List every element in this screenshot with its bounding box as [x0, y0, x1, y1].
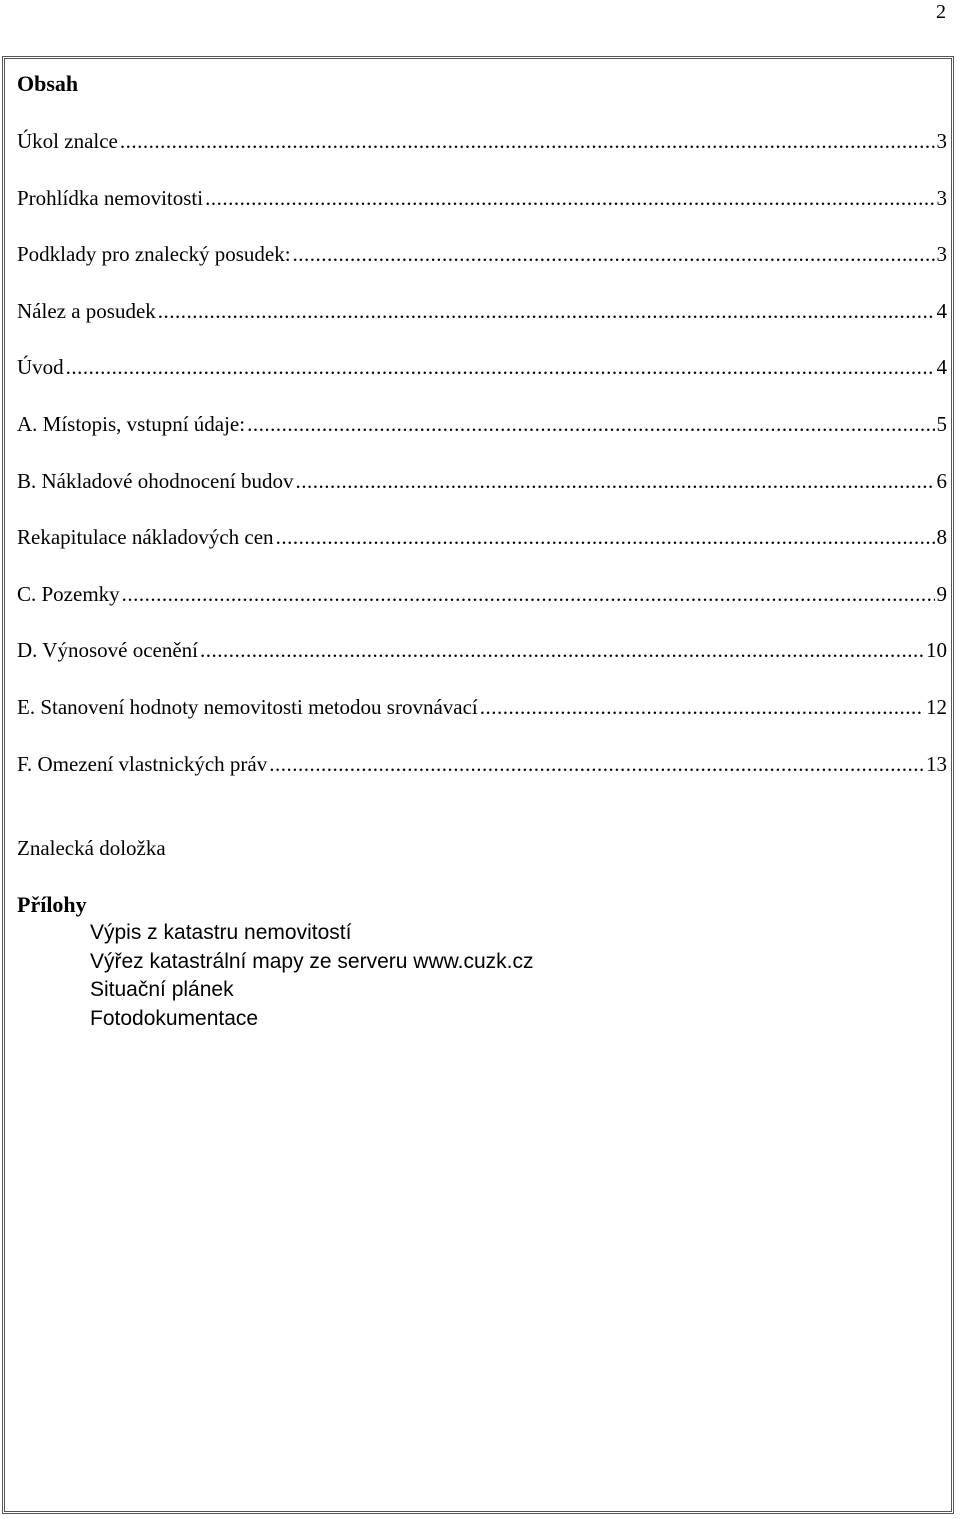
toc-entry-stanoveni-hodnoty[interactable] — [17, 693, 947, 750]
toc-entry-page: 3 — [936, 129, 947, 153]
toc-entry-pozemky[interactable] — [17, 580, 947, 637]
expert-clause: Znalecká doložka — [17, 836, 166, 860]
toc-entry-page: 4 — [936, 298, 947, 323]
toc-entry-label: Úvod — [17, 355, 64, 380]
toc-entry-podklady[interactable] — [17, 240, 947, 297]
toc-entry-page: 12 — [926, 694, 947, 719]
toc-entry-page: 8 — [936, 525, 947, 550]
attachments-heading: Přílohy — [17, 892, 87, 917]
toc-entry-label: B. Nákladové ohodnocení budov — [17, 468, 294, 493]
toc-entry-page: 9 — [936, 581, 947, 606]
toc-dot-leader — [120, 127, 935, 155]
page-number: 2 — [936, 1, 946, 23]
toc-entry-label: D. Výnosové ocenění — [17, 638, 198, 663]
toc-dot-leader — [293, 240, 935, 268]
toc-entry-prohlidka[interactable] — [17, 184, 947, 241]
toc-entry-page: 6 — [936, 468, 947, 493]
toc-entry-label: A. Místopis, vstupní údaje: — [17, 411, 246, 436]
toc-entry-page: 3 — [936, 242, 947, 267]
toc-entry-nakladove-ohodnoceni[interactable] — [17, 467, 947, 524]
toc-entry-label: Nález a posudek — [17, 298, 156, 323]
toc-entry-mistopis[interactable] — [17, 410, 947, 467]
attachments-list — [90, 919, 533, 1033]
toc-dot-leader — [158, 297, 935, 325]
toc-dot-leader — [480, 693, 924, 721]
attachment-item: Výpis z katastru nemovitostí — [90, 921, 352, 944]
toc-dot-leader — [66, 353, 935, 381]
toc-list — [17, 127, 947, 806]
toc-entry-rekapitulace[interactable] — [17, 523, 947, 580]
toc-entry-ukol-znalce[interactable] — [17, 127, 947, 184]
toc-entry-page: 10 — [926, 638, 947, 663]
toc-dot-leader — [247, 410, 934, 438]
toc-dot-leader — [276, 523, 935, 551]
toc-entry-vynosove-oceneni[interactable] — [17, 636, 947, 693]
toc-entry-label: Prohlídka nemovitosti — [17, 185, 204, 210]
toc-entry-omezeni-prav[interactable] — [17, 750, 947, 807]
toc-dot-leader — [269, 750, 924, 778]
attachment-item: Výřez katastrální mapy ze serveru www.cuzk.cz — [90, 949, 534, 973]
toc-entry-page: 3 — [936, 185, 947, 210]
toc-entry-page: 4 — [936, 355, 947, 380]
toc-dot-leader — [200, 636, 924, 664]
toc-entry-page: 13 — [926, 751, 947, 776]
toc-dot-leader — [122, 580, 935, 608]
toc-entry-label: C. Pozemky — [17, 581, 120, 606]
toc-entry-page: 5 — [936, 411, 947, 436]
toc-entry-label: E. Stanovení hodnoty nemovitosti metodou srovnávací — [17, 694, 478, 719]
toc-entry-label: Rekapitulace nákladových cen — [17, 525, 274, 550]
toc-entry-label: Úkol znalce — [17, 129, 118, 153]
toc-dot-leader — [295, 467, 934, 495]
toc-title: Obsah — [17, 71, 79, 96]
toc-entry-nalez-a-posudek[interactable] — [17, 297, 947, 354]
attachment-item: Situační plánek — [90, 978, 234, 1001]
toc-dot-leader — [205, 184, 934, 212]
toc-entry-label: F. Omezení vlastnických práv — [17, 751, 268, 776]
toc-entry-label: Podklady pro znalecký posudek: — [17, 242, 291, 267]
toc-entry-uvod[interactable] — [17, 353, 947, 410]
attachment-item: Fotodokumentace — [90, 1006, 259, 1030]
